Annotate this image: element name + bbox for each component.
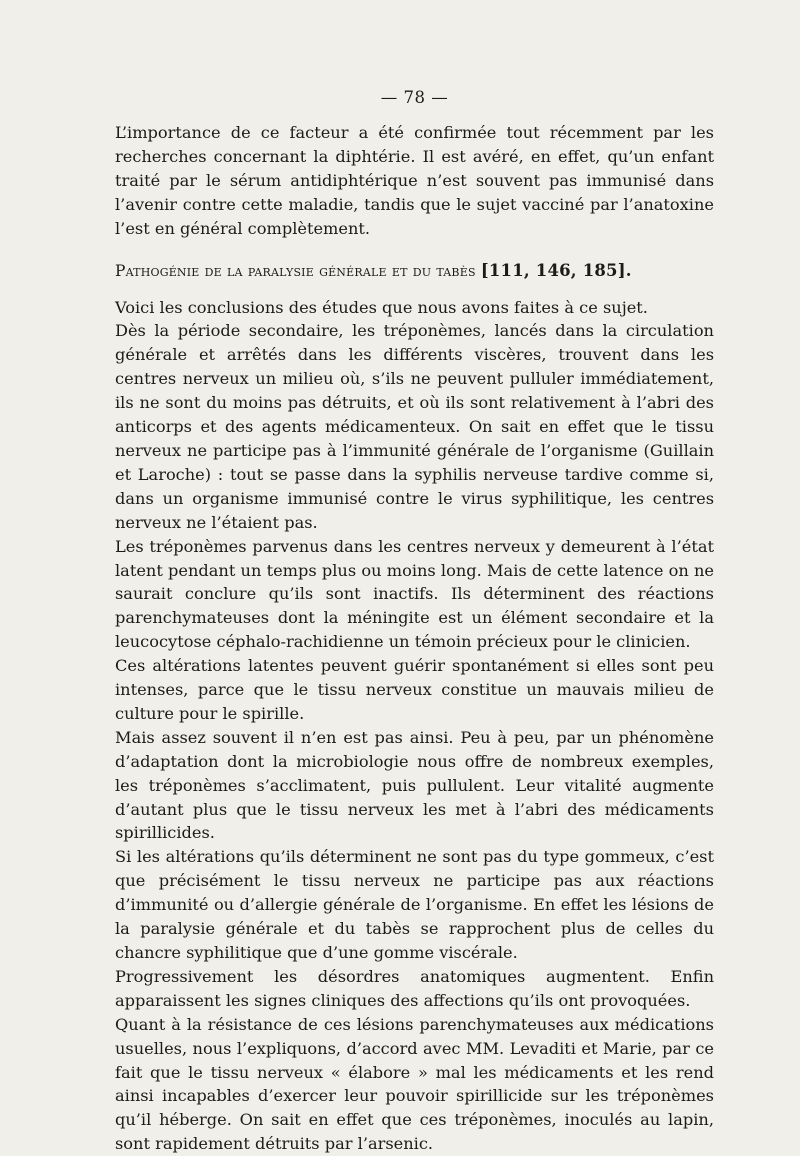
paragraph: Mais assez souvent il n’en est pas ainsi. Peu à peu, par un phénomène d’adaptation dont la microbiologie nous offre de nombreux exemples, les tréponèmes s’acclimatent, puis pullulent. Leur vitalité augmente d’autant plus que le tissu nerveux les met à l’abri des médicaments spirillicides. [115,727,714,843]
paragraph: Dès la période secondaire, les tréponèmes, lancés dans la circulation générale et arrêtés dans les différents viscères, trouvent dans les centres nerveux un milieu où, s’ils ne peuvent pulluler immédiatement, ils ne sont du moins pas détruits, et où ils sont relativement à l’abri des anticorps et des agents médicamenteux. On sait en effet que le tissu nerveux ne participe pas à l’immunité générale de l’organisme (Guillain et Laroche) : tout se passe dans la syphilis nerveuse tardive comme si, dans un organisme immunisé contre le virus syphilitique, les centres nerveux ne l’étaient pas. [115,321,714,532]
paragraph: Les tréponèmes parvenus dans les centres nerveux y demeurent à l’état latent pendant un temps plus ou moins long. Mais de cette latence on ne saurait conclure qu’ils sont inactifs. Ils déterminent des réactions parenchymateuses dont la méningite est un élément secondaire et la leucocytose céphalo-rachidienne un témoin précieux pour le clinicien. [115,536,714,652]
paragraph: Si les altérations qu’ils déterminent ne sont pas du type gommeux, c’est que précisément le tissu nerveux ne participe pas aux réactions d’immunité ou d’allergie générale de l’organisme. En effet les lésions de la paralysie générale et du tabès se rapprochent plus de celles du chancre syphilitique que d’une gomme viscérale. [115,847,714,962]
paragraph: Ces altérations latentes peuvent guérir spontanément si elles sont peu intenses, parce que le tissu nerveux constitue un mauvais milieu de culture pour le spirille. [115,656,714,723]
page-number: — 78 — [380,88,449,107]
paragraph: Quant à la résistance de ces lésions parenchymateuses aux médications usuelles, nous l’expliquons, d’accord avec MM. Levaditi et Marie, par ce fait que le tissu nerveux « élabore » mal les médicaments et les rend ainsi incapables d’exercer leur pouvoir spirillicide sur les tréponèmes qu’il héberge. On sait en effet que ces tréponèmes, inoculés au lapin, sont rapidement détruits par l’arsenic. [115,1014,714,1154]
paragraph: Voici les conclusions des études que nous avons faites à ce sujet. [115,297,648,317]
section-heading [115,261,714,280]
section-references: [111, 146, 185]. [480,260,632,280]
section-title: Pathogénie de la paralysie générale et du tabès [115,261,476,280]
paragraph: Progressivement les désordres anatomiques augmentent. Enfin apparaissent les signes cliniques des affections qu’ils ont provoquées. [115,966,714,1010]
intro-paragraph: L’importance de ce facteur a été confirmée tout récemment par les recherches concernant la diphtérie. Il est avéré, en effet, qu’un enfant traité par le sérum antidiphtérique n’est souvent pas immunisé dans l’avenir contre cette maladie, tandis que le sujet vacciné par l’anatoxine l’est en général complètement. [115,123,714,238]
